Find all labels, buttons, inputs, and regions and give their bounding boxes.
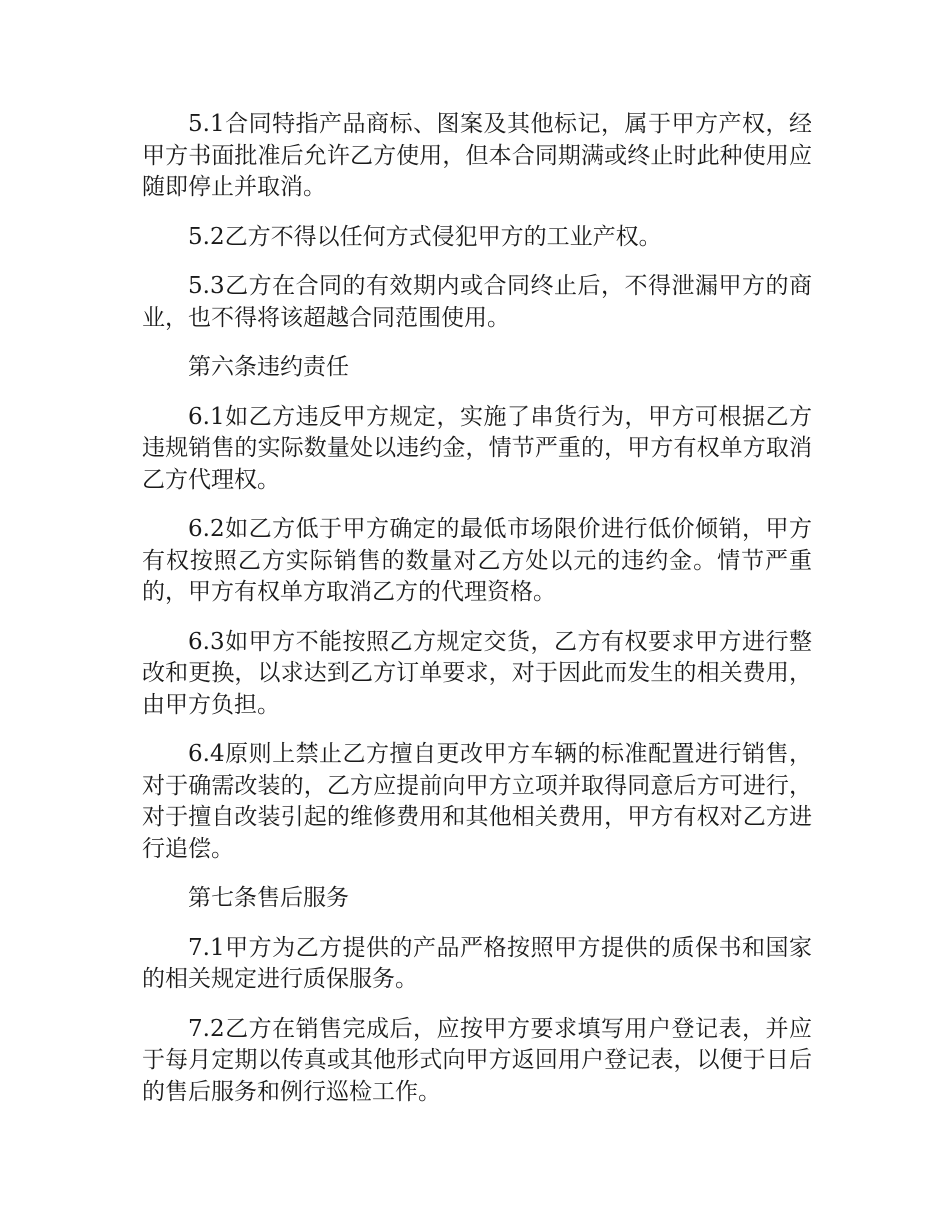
clause-5-1: 5.1合同特指产品商标、图案及其他标记，属于甲方产权，经甲方书面批准后允许乙方使用，但本合同期满或终止时此种使用应随即停止并取消。 [142,111,812,200]
clause-7-1: 7.1甲方为乙方提供的产品严格按照甲方提供的质保书和国家的相关规定进行质保服务。 [142,934,812,992]
section-heading-article-6: 第六条违约责任 [188,354,349,380]
clause-5-3: 5.3乙方在合同的有效期内或合同终止后，不得泄漏甲方的商业，也不得将该超越合同范围使用。 [142,273,812,331]
document-body [142,109,812,1126]
clause-7-2: 7.2乙方在销售完成后，应按甲方要求填写用户登记表，并应于每月定期以传真或其他形式向甲方返回用户登记表，以便于日后的售后服务和例行巡检工作。 [142,1015,812,1105]
clause-5-2: 5.2乙方不得以任何方式侵犯甲方的工业产权。 [188,223,662,250]
clause-6-4: 6.4原则上禁止乙方擅自更改甲方车辆的标准配置进行销售，对于确需改装的，乙方应提前向甲方立项并取得同意后方可进行，对于擅自改装引起的维修费用和其他相关费用，甲方有权对乙方进行追偿。 [142,741,812,862]
section-heading-article-7: 第七条售后服务 [188,885,349,911]
clause-6-2: 6.2如乙方低于甲方确定的最低市场限价进行低价倾销，甲方有权按照乙方实际销售的数量对乙方处以元的违约金。情节严重的，甲方有权单方取消乙方的代理资格。 [142,516,812,605]
clause-6-1: 6.1如乙方违反甲方规定，实施了串货行为，甲方可根据乙方违规销售的实际数量处以违约金，情节严重的，甲方有权单方取消乙方代理权。 [142,403,812,493]
clause-6-3: 6.3如甲方不能按照乙方规定交货，乙方有权要求甲方进行整改和更换，以求达到乙方订单要求，对于因此而发生的相关费用，由甲方负担。 [142,628,812,718]
